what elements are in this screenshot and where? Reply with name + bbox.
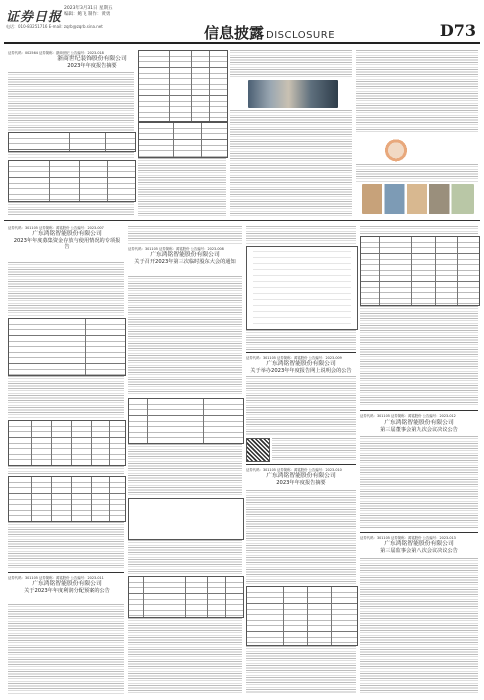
notice-divider bbox=[246, 464, 356, 465]
section-divider bbox=[4, 220, 480, 221]
contact-line: 电话：010-83251716 E-mail: zqrb@zqrb.sina.net bbox=[6, 24, 103, 29]
notice-divider bbox=[360, 532, 478, 533]
text-column bbox=[356, 50, 478, 132]
text-column bbox=[128, 618, 242, 694]
notice-code: 证券代码：301105 证券简称：鸿铭股份 公告编号：2023-009 bbox=[246, 356, 342, 360]
notice-company: 广东鸿铭智能股份有限公司 bbox=[384, 420, 454, 426]
notice-divider bbox=[8, 572, 124, 573]
notice-code: 证券代码：301105 证券简称：鸿铭股份 公告编号：2023-013 bbox=[360, 536, 456, 540]
notice-company: 广东鸿铭智能股份有限公司 bbox=[32, 581, 102, 587]
notice-title: 2023年年度募集资金存放与使用情况的专项报告 bbox=[13, 237, 121, 251]
notice-company: 广东鸿铭智能股份有限公司 bbox=[32, 231, 102, 237]
data-table bbox=[128, 576, 244, 618]
data-table bbox=[8, 160, 136, 202]
data-table bbox=[8, 420, 126, 466]
notice-title: 第三届监事会第八次会议决议公告 bbox=[380, 547, 458, 554]
text-column bbox=[8, 522, 124, 568]
issue-date: 2023年3月31日 星期五 bbox=[64, 6, 113, 11]
text-column bbox=[360, 306, 478, 406]
text-column bbox=[230, 110, 352, 216]
product-diagram bbox=[372, 136, 420, 162]
text-column bbox=[138, 158, 226, 216]
notice-code: 证券代码：301105 证券简称：鸿铭股份 公告编号：2023-007 bbox=[8, 226, 104, 230]
form-box bbox=[128, 498, 244, 540]
text-column bbox=[246, 646, 356, 694]
text-column bbox=[230, 50, 352, 78]
notice-title-block bbox=[130, 252, 240, 265]
data-table bbox=[8, 476, 126, 522]
notice-code: 证券代码：301105 证券简称：鸿铭股份 公告编号：2023-012 bbox=[360, 414, 456, 418]
text-column bbox=[246, 376, 356, 436]
form-box bbox=[246, 246, 358, 330]
notice-title: 关于2023年年度利润分配预案的公告 bbox=[24, 587, 110, 594]
text-column bbox=[360, 558, 478, 694]
page-number: D73 bbox=[439, 21, 476, 40]
notice-company: 广东鸿铭智能股份有限公司 bbox=[384, 541, 454, 547]
text-column bbox=[8, 376, 124, 418]
text-column bbox=[246, 490, 356, 584]
text-column bbox=[360, 226, 478, 234]
section-title-en: DISCLOSURE bbox=[266, 30, 336, 41]
notice-divider bbox=[246, 352, 356, 353]
notice-code: 证券代码：301105 证券简称：鸿铭股份 公告编号：2023-008 bbox=[128, 247, 224, 251]
data-table bbox=[8, 132, 136, 152]
notice-title: 关于召开2023年第三次临时股东大会的通知 bbox=[134, 258, 236, 265]
masthead-rule bbox=[4, 42, 480, 44]
notice-title-block bbox=[248, 473, 354, 486]
notice-title-block bbox=[248, 361, 354, 374]
data-table bbox=[8, 318, 126, 376]
data-table bbox=[138, 50, 228, 122]
text-column bbox=[8, 262, 124, 316]
notice-title: 第三届董事会第九次会议决议公告 bbox=[380, 426, 458, 433]
notice-company: 广东鸿铭智能股份有限公司 bbox=[150, 252, 220, 258]
data-table bbox=[128, 398, 244, 444]
product-gallery bbox=[362, 184, 474, 214]
notice-company: 浙商世纪装饰股份有限公司 bbox=[57, 56, 127, 62]
text-column bbox=[128, 540, 242, 574]
text-column bbox=[8, 604, 124, 694]
editor-line: 编辑：鲍飞 制作：黄勇 bbox=[64, 12, 111, 17]
notice-code: 证券代码：002564 证券简称：浙商世纪 公告编号：2023-018 bbox=[8, 51, 104, 55]
section-title bbox=[204, 22, 335, 43]
notice-title: 2023年年度报告摘要 bbox=[276, 479, 326, 486]
notice-title-block bbox=[364, 420, 474, 433]
text-column bbox=[128, 226, 242, 244]
notice-divider bbox=[360, 410, 478, 411]
notice-title-block bbox=[364, 541, 474, 554]
text-column bbox=[246, 330, 356, 350]
text-column bbox=[356, 164, 478, 182]
issue-info bbox=[64, 6, 112, 18]
data-table bbox=[138, 122, 228, 158]
text-column bbox=[8, 202, 134, 216]
text-column bbox=[360, 436, 478, 528]
text-column bbox=[128, 444, 242, 496]
notice-code: 证券代码：301105 证券简称：鸿铭股份 公告编号：2023-010 bbox=[246, 468, 342, 472]
notice-title-block bbox=[12, 581, 122, 594]
text-column bbox=[8, 466, 124, 474]
text-column bbox=[246, 226, 356, 244]
text-column bbox=[272, 438, 356, 460]
notice-title-block bbox=[46, 56, 138, 69]
notice-company: 广东鸿铭智能股份有限公司 bbox=[266, 473, 336, 479]
notice-title: 2023年年度报告摘要 bbox=[67, 62, 117, 69]
text-column bbox=[128, 276, 242, 394]
notice-title-block bbox=[12, 231, 122, 251]
notice-code: 证券代码：301105 证券简称：鸿铭股份 公告编号：2023-011 bbox=[8, 576, 104, 580]
text-column bbox=[8, 72, 134, 132]
notice-company: 广东鸿铭智能股份有限公司 bbox=[266, 361, 336, 367]
data-table bbox=[360, 236, 480, 306]
qr-code bbox=[246, 438, 270, 462]
product-image bbox=[248, 80, 338, 108]
newspaper-logo: 证券日报 bbox=[6, 10, 63, 25]
section-title-cn: 信息披露 bbox=[204, 24, 265, 42]
masthead bbox=[0, 0, 484, 40]
data-table bbox=[246, 586, 358, 646]
text-column bbox=[8, 152, 134, 158]
notice-title: 关于举办2023年年度报告网上说明会的公告 bbox=[250, 367, 352, 374]
